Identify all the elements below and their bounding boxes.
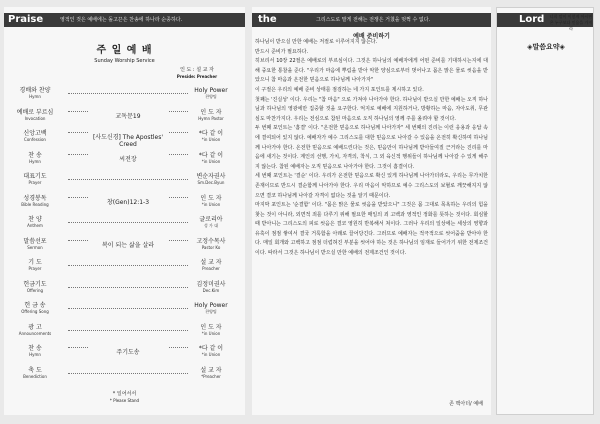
row-person-ko: Holy Power: [194, 302, 228, 309]
row-person-ko: 김정미권사: [196, 280, 226, 288]
row-item-cell: [8, 87, 62, 99]
lord-header-title: Lord: [519, 14, 545, 25]
row-item-cell: [8, 345, 62, 357]
service-order-row: [8, 130, 238, 148]
row-person-en: 성 가 대: [203, 223, 219, 228]
the-header-bar: [252, 13, 491, 27]
row-person-cell: [184, 324, 238, 336]
row-person-en: *Preacher: [201, 373, 221, 379]
row-item-en: Sermon: [27, 244, 43, 250]
service-order-row: [8, 281, 238, 299]
worship-subtitle: Sunday Worship Service: [94, 58, 155, 64]
row-person-ko: *다 같 이: [198, 130, 224, 137]
row-person-cell: [184, 195, 238, 207]
row-person-cell: [184, 367, 238, 379]
service-order-row: [8, 109, 238, 127]
row-item-cell: [8, 173, 62, 185]
leader-line-en: Preside: Preacher: [176, 74, 218, 79]
row-person-cell: [184, 345, 238, 357]
row-person-ko: 글로리아: [199, 216, 223, 223]
sermon-paragraph: 이 구절은 우리의 예배 준비 상태를 점검하는 네 가지 포인트를 제시하고 있다.: [255, 86, 424, 93]
dotted-leader-line: [68, 179, 188, 180]
row-person-en: *in Union: [201, 137, 221, 142]
row-item-cell: [8, 324, 62, 336]
sermon-paragraph: 마지막 포인트는 '순결함' 이다. "몸은 맑은 물로 씻음을 받았으니" 그것은 몸 그대로 목욕하는 우리의 힘을 찾는 것이 아니라, 외면적 죄를 다루기 위해 필요한 매일의 죄 고백과 영적인 정화를 뜻하는 것이다. 회심할 때 받아니는 그리스도의 피로 씻음은 결코 영원히 반복해서 쳐이다. 그러나 우리의 일상에는 세상의 영향과 유혹이 점점 쌓여서 결국 거룩함을 아래로 끌어당긴다. 그러므로 예배자는 적극적으로 씻어줌을 받아야 한다. 매일 회개와 고백하고 점점 더럽혀진 부분을 씻어야 하는 것은 하나님의 임재로 들어가기 위한 전제조건이다. 따라서 그것은 하나님이 받으실 만한 예배의 전제조건인 것이다.: [255, 202, 488, 257]
row-person-cell: [184, 281, 238, 293]
row-person-en: 찬양팀: [205, 309, 217, 314]
row-person-cell: [184, 238, 238, 250]
row-person-ko: 설 교 자: [200, 366, 222, 374]
row-person-en: *in Union: [201, 352, 221, 357]
row-person-ko: 인 도 자: [200, 194, 222, 202]
row-middle-text: 씨전장: [88, 154, 168, 163]
row-person-cell: [184, 130, 238, 142]
row-item-cell: [8, 195, 62, 207]
row-person-cell: [184, 152, 238, 164]
sermon-paragraph: 첫째는 '진실성' 이다. 우리는 "참 마음" 으로 가져야 나아가야 한다. 하나님이 받으실 만한 예배는 오직 하나님과 하나님의 영광에만 집중할 것을 요구한다. 억지로 예배에 지원하거나, 방황하는 마음, 자아도취, 무관심도 마찬가지다. 우리는 전심으로 참된 마음으로 오직 하나님의 영께 주를 올려야 할 것이다.: [255, 96, 488, 122]
dotted-leader-line: [68, 308, 188, 309]
row-item-en: Announcements: [18, 330, 52, 336]
service-order-row: [8, 238, 238, 256]
row-item-ko: 헌금기도: [23, 280, 47, 288]
service-order-row: [8, 367, 238, 385]
row-person-ko: 인 도 자: [200, 108, 222, 116]
service-order-row: [8, 302, 238, 320]
row-person-cell: [184, 173, 238, 185]
row-item-cell: [8, 259, 62, 271]
row-person-ko: *다 같 이: [198, 345, 224, 352]
row-item-cell: [8, 130, 62, 142]
dotted-leader-line: [68, 265, 188, 266]
sermon-paragraph: 히브리서 10장 22절은 예배로의 부르심이다. 그것은 하나님의 예배자에게 어떤 준비를 기대하시는지에 대해 중요한 통찰을 준다. "우리가 마음에 뿌림을 받아 악한 양심으로부터 벗어나고 몸은 맑은 물로 씻음을 받았으니 참 마음과 온전한 믿음으로 하나님께 나아가자": [255, 58, 488, 84]
row-person-en: 찬양팀: [205, 94, 217, 99]
sermon-paragraph: 두 번째 포인트는 '흠결' 이다. "온전한 믿음으로 하나님께 나아가자" 세 번째의 진리는 이런 응용과 응답 속에 결여되어 있지 않다. 예배자가 예수 그리스도를 대한 믿음으로 나아갈 수 있음을 온전히 확신하며 하나님께 나아가야 한다. 온전한 믿음으로 예배드린다는 것은, 믿음만이 하나님께 받아들여질 근거라는 진리를 마음에 새기는 것이다. 계인의 선행, 가치, 자격의, 착식, 그 외 육신적 행위들이 하나님께 나아갈 수 있게 해주지 않는다. 참된 예배자는 오직 믿음으로 나아가야 한다. 그것이 흠결이다.: [255, 125, 488, 170]
sermon-paragraph: 하나님이 받으실 만한 예배는 저절로 이루어지지 않는다.: [255, 39, 378, 45]
row-item-cell: [8, 281, 62, 293]
row-item-ko: 헌 금 송: [24, 302, 46, 309]
row-person-en: Preacher: [202, 266, 220, 271]
row-person-cell: [184, 259, 238, 271]
row-item-en: Hymn: [29, 158, 41, 164]
row-person-en: *in Union: [201, 201, 221, 207]
row-person-ko: 고정수목사: [196, 237, 226, 245]
row-item-cell: [8, 302, 62, 314]
sermon-body: [255, 38, 488, 259]
the-header-subtitle: 그리스도로 말게 전해는 전쟁은 거쳤을 멋쩍 수 없다.: [316, 17, 431, 23]
service-order-row: [8, 195, 238, 213]
row-item-cell: [8, 216, 62, 228]
row-item-cell: [8, 152, 62, 164]
sermon-title: 예배 준비하기: [353, 33, 390, 40]
stand-note-en: * Please Stand: [109, 398, 140, 403]
row-item-cell: [8, 109, 62, 121]
row-person-ko: 인 도 자: [200, 323, 222, 331]
row-person-en: Pastor Ko: [201, 244, 221, 250]
row-person-cell: [184, 302, 238, 314]
row-item-ko: 성경봉독: [23, 194, 47, 202]
row-item-en: Prayer: [28, 266, 42, 271]
service-order-row: [8, 173, 238, 191]
row-item-en: Anthem: [27, 223, 43, 228]
dotted-leader-line: [68, 222, 188, 223]
service-order-row: [8, 152, 238, 170]
row-person-cell: [184, 87, 238, 99]
praise-header-subtitle: 영적인 것은 예배에는 돌고끈은 찬송에 하나라 순종하다.: [60, 17, 183, 23]
row-item-ko: 신앙고백: [23, 130, 47, 137]
row-item-ko: 찬 송: [28, 345, 42, 352]
row-item-en: Bible Reading: [21, 201, 49, 207]
praise-header-bar: [4, 13, 245, 27]
row-item-ko: 광 고: [28, 323, 42, 331]
row-person-en: Dec.Kim: [202, 287, 220, 293]
row-item-en: Hymn: [29, 94, 41, 99]
dotted-leader-line: [68, 373, 188, 374]
row-item-en: Invocation: [24, 115, 46, 121]
row-item-cell: [8, 367, 62, 379]
row-item-en: Benediction: [23, 373, 47, 379]
row-person-ko: 변순자권사: [196, 173, 226, 180]
row-item-ko: 대표기도: [23, 173, 47, 180]
service-order-row: [8, 324, 238, 342]
sermon-summary-title: ◈말씀요약◈: [527, 43, 565, 51]
row-middle-text: 창(Gen)12:1-3: [88, 197, 168, 206]
row-item-ko: 예배로 부르심: [16, 108, 54, 116]
row-person-en: Hymn Pastor: [198, 115, 224, 121]
row-person-ko: 설 교 자: [200, 259, 222, 266]
row-person-ko: Holy Power: [194, 87, 228, 94]
row-person-cell: [184, 216, 238, 228]
row-person-en: *in Union: [201, 330, 221, 336]
row-item-en: Offering: [26, 287, 44, 293]
row-item-en: Hymn: [29, 352, 41, 357]
row-item-en: Prayer: [28, 180, 42, 185]
row-middle-text: 복이 되는 삶을 살라: [88, 240, 168, 249]
praise-header-title: Praise: [8, 14, 44, 25]
row-item-en: Confession: [24, 137, 46, 142]
row-middle-text: 주기도송: [88, 347, 168, 356]
sermon-signature: 존 맥아더/ 예배: [449, 401, 483, 407]
row-item-ko: 기 도: [28, 259, 42, 266]
worship-order-panel: [4, 7, 245, 415]
dotted-leader-line: [68, 330, 188, 331]
row-item-ko: 말씀선포: [23, 237, 47, 245]
row-item-en: Offering Song: [21, 309, 49, 314]
service-order-row: [8, 259, 238, 277]
sermon-paragraph: 세 번째 포인트는 '결순' 이다. 우리가 온전한 믿음으로 확신 있게 하나님께 나아가더라도, 우리는 무가치한 존재이므로 반드시 결순함께 나아가야 한다. 우리 마음이 악하므로 예수 그리스도의 보혈로 깨끗해지지 않으면 결코 하나님께 나아갈 자격이 없다는 것을 알기 때문이다.: [255, 173, 488, 199]
service-order-row: [8, 216, 238, 234]
dotted-leader-line: [68, 287, 188, 288]
row-middle-text: [사도신경] The Apostles' Creed: [88, 132, 168, 148]
dotted-leader-line: [68, 93, 188, 94]
lord-header-subtitle: 너희 말이 이렇게 아시면은 누구보다 믿음을 가져라: [549, 14, 593, 31]
service-order-row: [8, 345, 238, 363]
row-person-cell: [184, 109, 238, 121]
row-person-ko: *다 같 이: [198, 151, 224, 159]
leader-line-ko: 인 도 : 설 교 자: [180, 67, 214, 73]
stand-note-ko: * 일어서서: [112, 391, 137, 397]
service-order-row: [8, 87, 238, 105]
row-middle-text: 교독문19: [88, 111, 168, 120]
notes-panel: [496, 7, 594, 415]
row-item-ko: 찬 양: [28, 216, 42, 223]
worship-title: 주 일 예 배: [96, 45, 153, 56]
row-person-en: Sm.Dec.Byun: [197, 180, 225, 185]
row-item-ko: 찬 송: [28, 151, 42, 159]
row-person-en: *in Union: [201, 158, 221, 164]
the-header-title: the: [258, 14, 277, 25]
row-item-ko: 경배와 찬양: [19, 87, 51, 94]
sermon-paragraph: 반드시 준비가 필요하다.: [255, 48, 309, 55]
row-item-cell: [8, 238, 62, 250]
row-item-ko: 축 도: [28, 366, 42, 374]
